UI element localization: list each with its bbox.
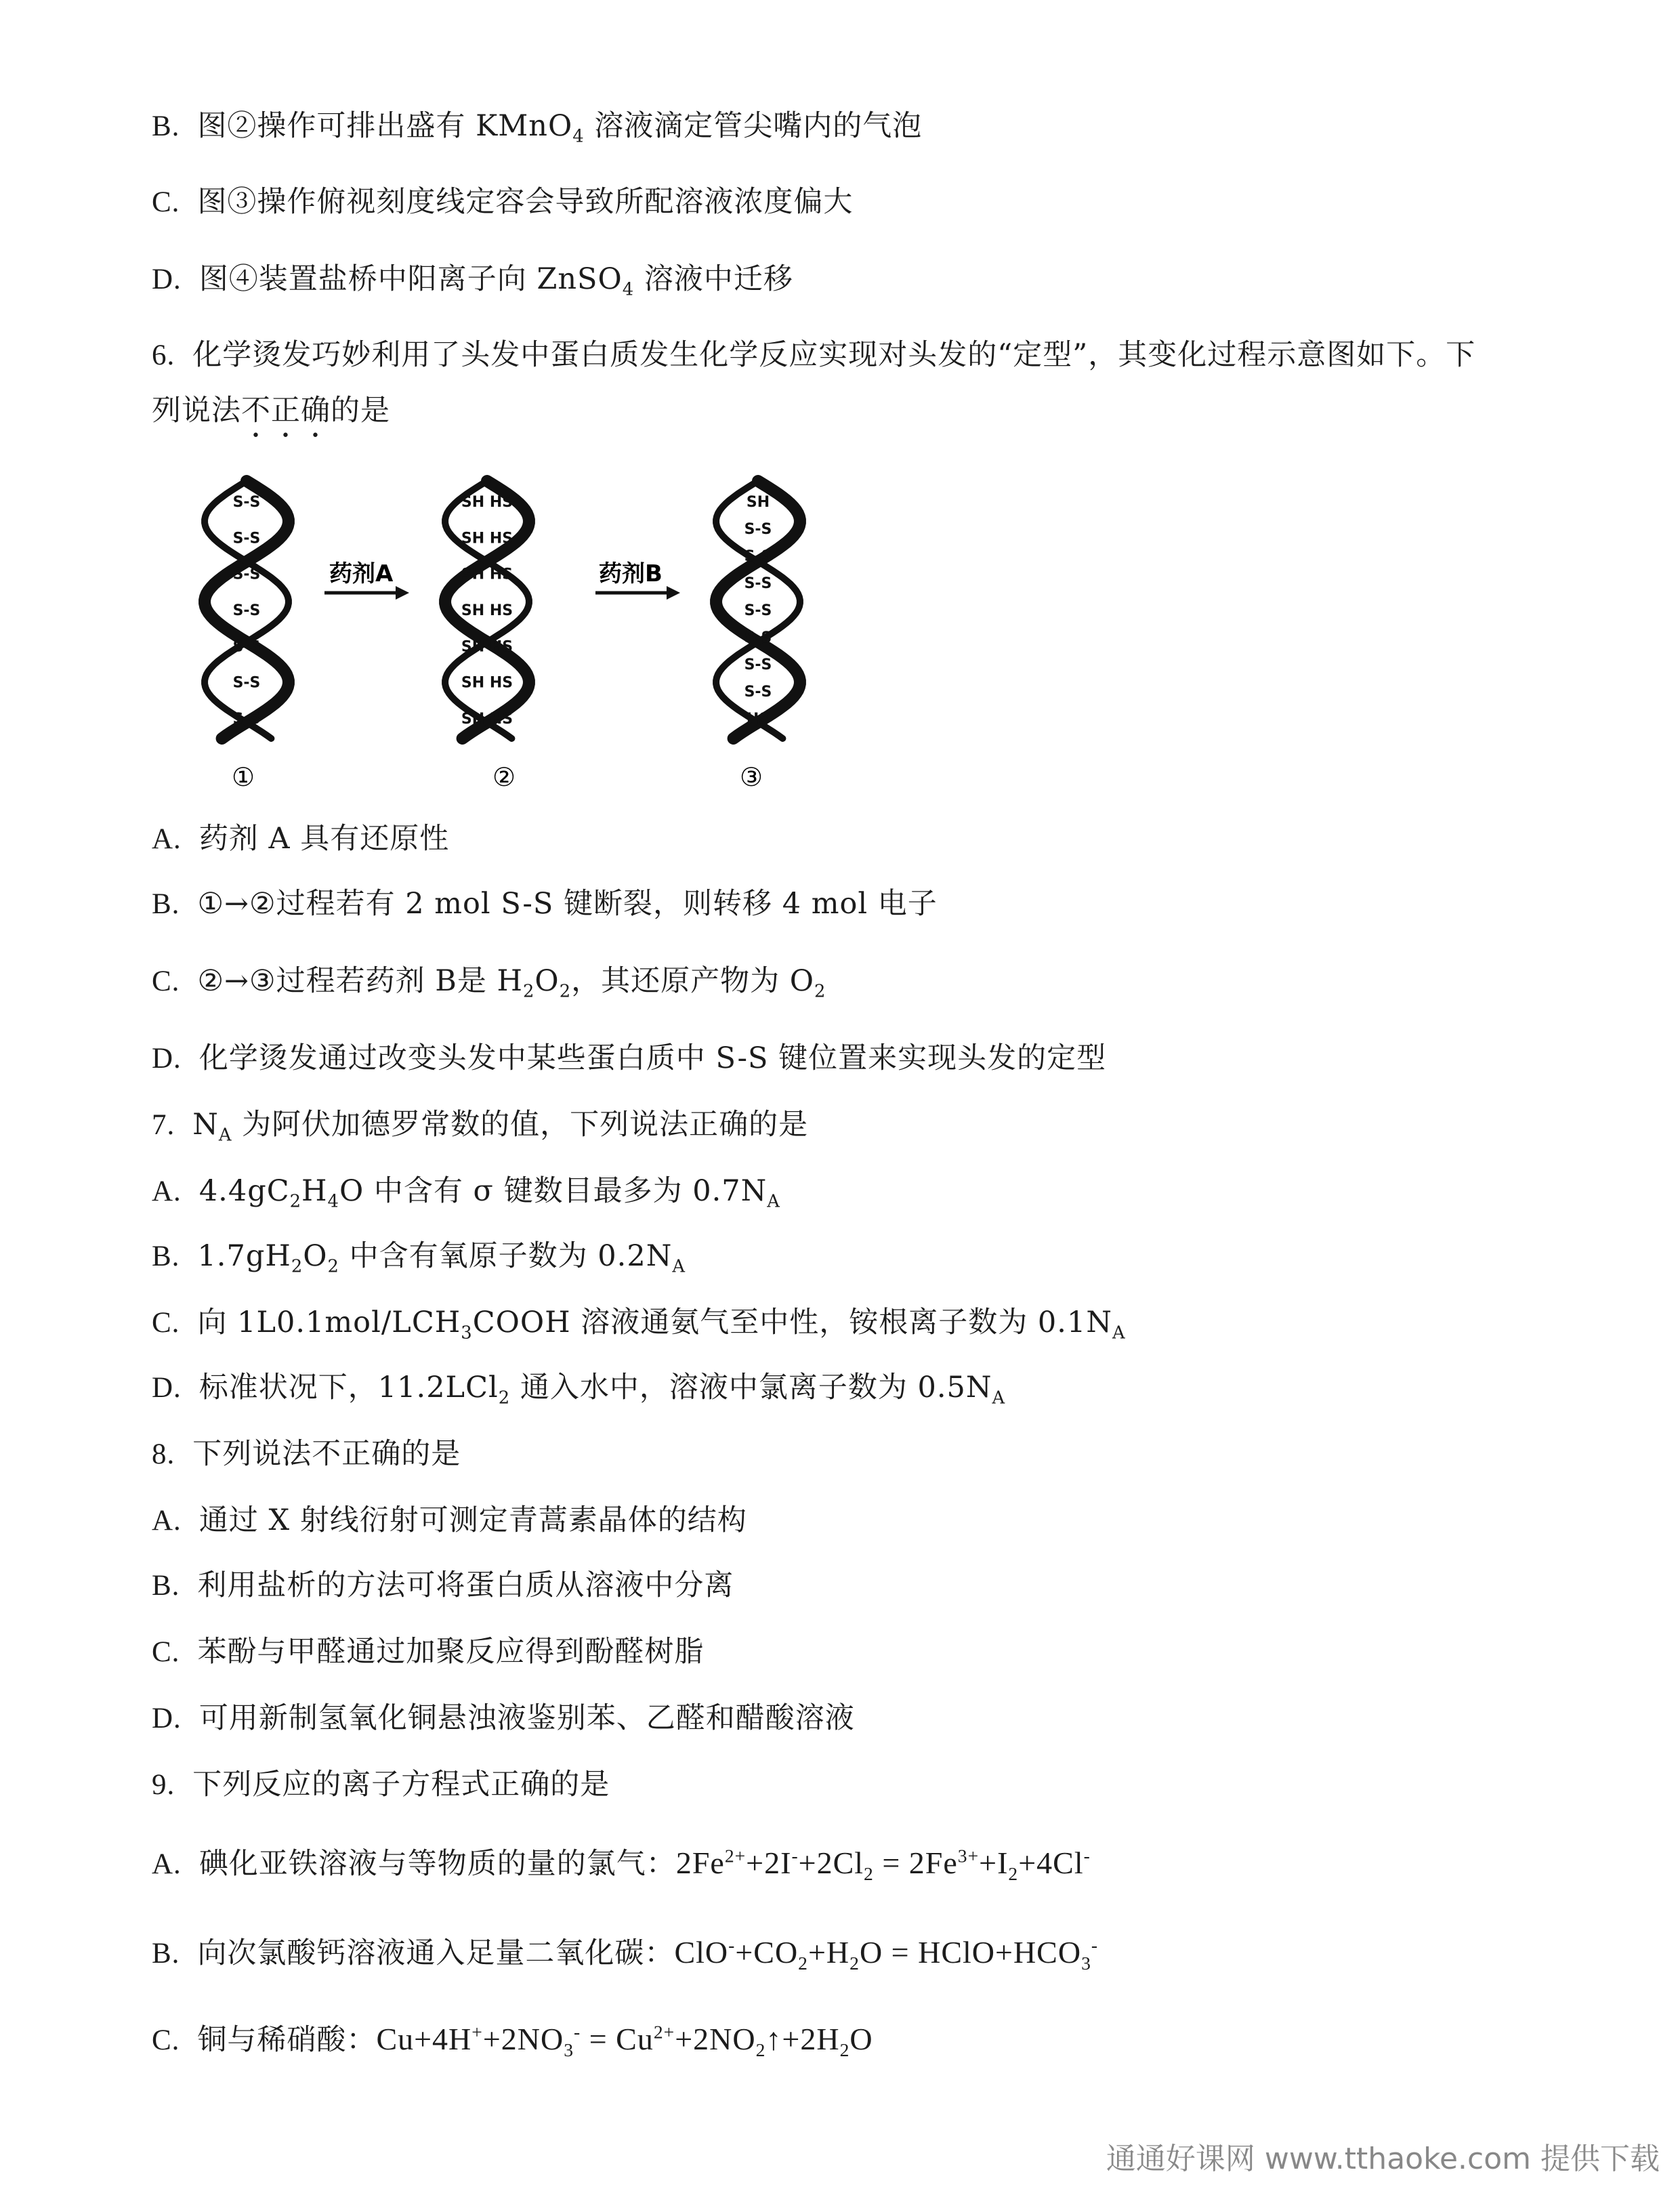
bond-label: S-S [232,711,261,728]
option-letter: D. [152,264,182,295]
helix-2 [445,481,529,738]
stem-text-cont: 为阿伏加德罗常数的值，下列说法正确的是 [232,1108,809,1142]
bond-label: SH HS [461,566,513,583]
option-text: 化学烫发通过改变头发中某些蛋白质中 S-S 键位置来实现头发的定型 [198,1041,1107,1075]
subscript: A [1112,1322,1126,1344]
bond-label: SH HS [461,494,513,511]
option-text: 利用盐析的方法可将蛋白质从溶液中分离 [197,1568,734,1602]
figure-label-1: ① [231,762,255,792]
question-number: 7. [152,1109,175,1141]
bond-label: S-S [232,566,261,583]
helix-3 [716,481,800,738]
option-letter: A. [152,1175,182,1207]
bond-label: SH HS [461,674,513,692]
option-text: 可用新制氢氧化铜悬浊液鉴别苯、乙醛和醋酸溶液 [198,1701,855,1735]
hair-perm-diagram [152,467,870,799]
question-stem: 化学烫发巧妙利用了头发中蛋白质发生化学反应实现对头发的“定型”，其变化过程示意图如下。下 [192,338,1476,372]
question-stem: 下列反应的离子方程式正确的是 [192,1768,610,1801]
subscript: 2 [814,981,826,1002]
q9-option-b [152,1934,1098,1973]
q9-option-c [152,2020,873,2060]
equation-a: $2Fe^{2+}+2I^-+2Cl_2 = 2Fe^{3+}+I_2+4Cl^-$ [675,1845,1091,1885]
subscript: 2 [327,1256,339,1277]
option-letter: A. [152,823,182,855]
option-letter: C. [152,186,180,218]
subscript: 4 [572,126,585,147]
question-number: 9. [152,1769,175,1801]
option-letter: B. [152,1241,180,1272]
q8-option-d [152,1699,855,1738]
bond-label: HS [746,711,770,728]
option-letter: A. [152,1505,182,1537]
subscript: A [767,1191,780,1212]
option-text-cont: 通入水中，溶液中氯离子数为 0.5N [510,1371,992,1404]
option-text-cont: 中含有氧原子数为 0.2N [339,1239,673,1273]
option-letter: B. [152,110,180,142]
subscript: 2 [559,981,572,1002]
subscript: 3 [461,1322,473,1344]
bond-label: S-S [232,530,261,547]
option-text: 图③操作俯视刻度线定容会导致所配溶液浓度偏大 [197,185,854,219]
subscript: 2 [523,981,535,1002]
q7-option-b [152,1237,686,1276]
bond-label: SH HS [461,711,513,728]
subscript: 4 [622,279,635,300]
stem-text: 列说法 [152,394,241,428]
option-letter: C. [152,965,180,997]
subscript: A [672,1256,686,1277]
equation-b: $ClO^-+CO_2+H_2O$ = $HClO+HCO_3^-$ [674,1934,1099,1974]
option-text: 1.7gH [197,1239,291,1273]
stem-text: N [192,1108,219,1142]
option-text: 药剂 A 具有还原性 [198,822,450,856]
q6-option-d [152,1039,1106,1078]
bond-label: S-S [744,548,772,565]
option-text-cont: O 中含有 σ 键数目最多为 0.7N [339,1174,768,1208]
option-text-cont: O [534,964,560,998]
q9-option-a [152,1844,1091,1883]
bond-label: SH HS [461,602,513,619]
option-text-cont: 溶液中迁移 [634,262,793,296]
option-letter: C. [152,1307,180,1339]
q5-option-c [152,183,853,222]
arrow-reagent-a [324,560,409,600]
reagent-b-label: 药剂B [599,560,663,587]
bond-label: SH [746,494,770,511]
option-text: 碘化亚铁溶液与等物质的量的氯气： [198,1847,676,1881]
option-text-cont: 溶液滴定管尖嘴内的气泡 [584,109,923,143]
bond-label: S-S [744,521,772,538]
option-text-cont: H [301,1174,328,1208]
bond-label: S-S [232,674,261,692]
subscript: 2 [291,1256,303,1277]
option-letter: D. [152,1372,182,1404]
bond-label: S-S [744,657,772,673]
q7-stem [152,1106,808,1144]
option-letter: C. [152,1636,180,1668]
bond-label: S-S [744,602,772,619]
q5-option-b [152,107,922,146]
option-text-cont: COOH 溶液通氨气至中性，铵根离子数为 0.1N [472,1306,1112,1339]
option-text: 铜与稀硝酸： [197,2023,377,2057]
q6-option-b [152,885,938,923]
emphasized-text: 不正确 [241,394,331,428]
subscript: 2 [289,1191,302,1212]
stem-text: 的是 [331,394,390,428]
option-letter: D. [152,1043,182,1075]
bond-label: S-S [744,575,772,592]
subscript: 4 [327,1191,339,1212]
option-letter: A. [152,1848,182,1880]
bond-label: SH HS [461,638,513,656]
q7-option-d [152,1369,1005,1407]
subscript: 2 [498,1388,511,1409]
option-text: 标准状况下，11.2LCl [198,1371,499,1404]
q8-option-a [152,1501,747,1540]
q6-stem-line2 [152,392,390,444]
reagent-a-label: 药剂A [329,560,394,587]
option-text: 向次氯酸钙溶液通入足量二氧化碳： [197,1936,675,1970]
q5-option-d [152,260,793,299]
bond-label: S-S [744,684,772,701]
option-text-cont: O [303,1239,328,1273]
bond-label: S-S [232,494,261,511]
helix-1 [205,481,289,738]
option-text-cont: ，其还原产物为 O [571,964,815,998]
q8-option-b [152,1566,734,1605]
q8-stem [152,1435,461,1474]
q7-option-c [152,1304,1126,1342]
figure-label-3: ③ [739,762,763,792]
option-text: 4.4gC [198,1174,290,1208]
q6-option-c [152,962,826,1001]
bond-label: S-S [232,602,261,619]
bond-label: S-S [744,629,772,646]
equation-c: $Cu+4H^++2NO_3^-$ = $Cu^{2+}+2NO_2↑+2H_2O$ [376,2021,873,2061]
option-text: 苯酚与甲醛通过加聚反应得到酚醛树脂 [197,1635,705,1669]
figure-label-2: ② [492,762,516,792]
question-number: 6. [152,339,175,371]
q9-stem [152,1766,610,1804]
option-letter: B. [152,888,180,920]
bond-label: SH HS [461,530,513,547]
subscript: A [218,1125,232,1146]
option-text: 向 1L0.1mol/LCH [197,1306,461,1339]
option-text: ②→③过程若药剂 B是 H [197,964,523,998]
q6-option-a [152,820,449,858]
arrow-reagent-b [595,560,680,600]
bond-label: S-S [232,638,261,656]
option-text: 图②操作可排出盛有 KMnO [197,109,573,143]
q7-option-a [152,1172,780,1211]
question-stem: 下列说法不正确的是 [192,1437,461,1471]
option-text: ①→②过程若有 2 mol S-S 键断裂，则转移 4 mol 电子 [197,887,938,921]
q8-option-c [152,1633,704,1671]
option-letter: B. [152,1938,180,1970]
option-text: 图④装置盐桥中阳离子向 ZnSO [198,262,623,296]
option-text: 通过 X 射线衍射可测定青蒿素晶体的结构 [198,1503,747,1537]
subscript: A [992,1388,1006,1409]
question-number: 8. [152,1438,175,1470]
option-letter: C. [152,2024,180,2056]
watermark: 通通好课网 www.tthaoke.com 提供下载 [1106,2142,1660,2176]
q6-stem-line1 [152,336,1475,375]
option-letter: B. [152,1570,180,1602]
option-letter: D. [152,1703,182,1734]
